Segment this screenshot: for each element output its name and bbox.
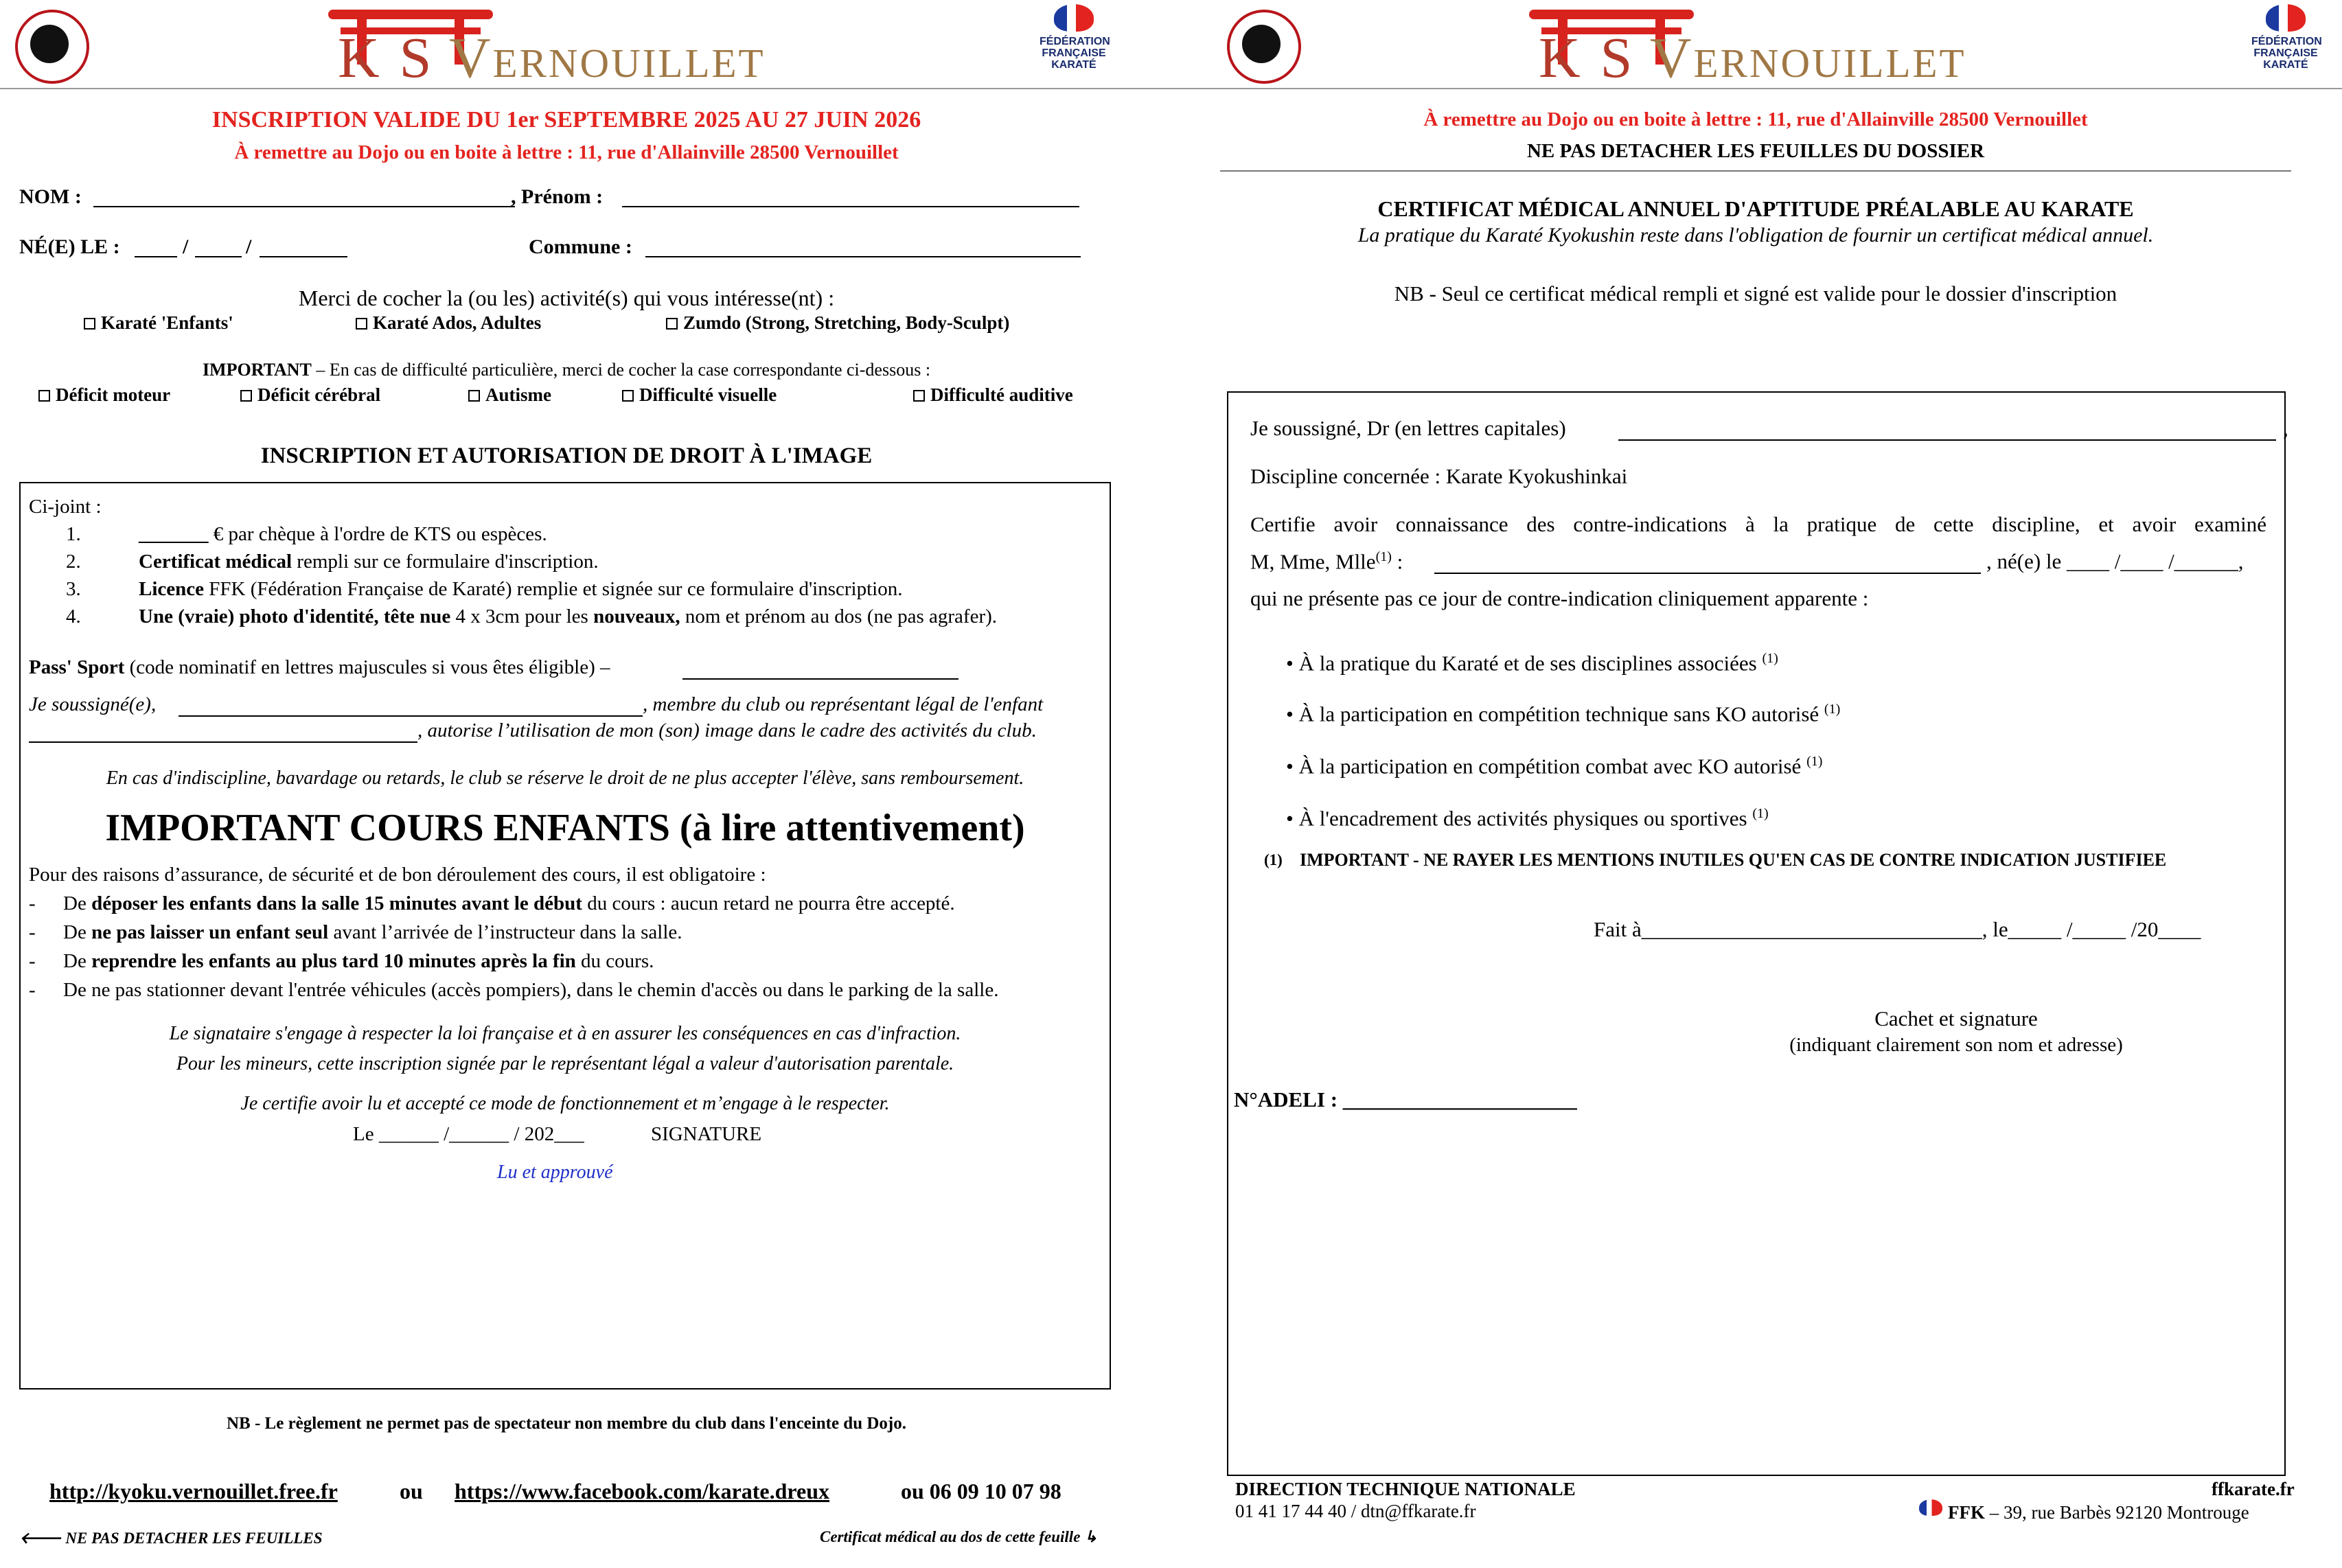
return-address: À remettre au Dojo ou en boite à lettre : 11, rue d'Allainville 28500 Vernouillet	[234, 141, 899, 163]
rule-item: - De déposer les enfants dans la salle 15 minutes avant le début du cours : aucun retard ne pourra être accepté.	[29, 892, 955, 914]
checkbox-icon	[356, 318, 367, 330]
activity-option[interactable]: Karaté 'Enfants'	[84, 312, 233, 334]
lu-approuve-text: Lu et approuvé	[497, 1162, 613, 1183]
activities-prompt: Merci de cocher la (ou les) activité(s) qui vous intéresse(nt) :	[298, 286, 835, 310]
bullet-icon: •	[1286, 754, 1294, 779]
prenom-field[interactable]	[622, 206, 1079, 207]
list-item: 3. Licence FFK (Fédération Française de Karaté) remplie et signée sur ce formulaire d'inscription.	[66, 578, 903, 600]
checkbox-icon	[622, 390, 634, 402]
difficulty-option[interactable]: Déficit moteur	[38, 384, 170, 406]
checkbox-icon	[666, 318, 678, 330]
birth-month-field[interactable]	[195, 256, 242, 257]
header-divider	[1171, 88, 2342, 89]
assurance-text: Pour des raisons d’assurance, de sécurité et de bon déroulement des cours, il est obligatoire :	[29, 864, 766, 886]
list-item: 4. Une (vraie) photo d'identité, tête nue 4 x 3cm pour les nouveaux, nom et prénom au dos (ne pas agrafer).	[66, 606, 998, 627]
soussigne-name-field[interactable]	[179, 715, 643, 717]
difficulty-option[interactable]: Autisme	[468, 384, 551, 406]
footnote-mark: (1)	[1264, 851, 1283, 868]
section-title: INSCRIPTION ET AUTORISATION DE DROIT À L'IMAGE	[260, 443, 873, 468]
facebook-link[interactable]: https://www.facebook.com/karate.dreux	[455, 1479, 830, 1503]
cert-nb: NB - Seul ce certificat médical rempli et signé est valide pour le dossier d'inscription	[1394, 281, 2117, 305]
difficulty-option[interactable]: Difficulté auditive	[913, 384, 1073, 406]
birth-day-field[interactable]	[135, 256, 177, 257]
brand-title: K S Vernouillet	[338, 26, 766, 90]
club-logo	[1227, 10, 1301, 84]
indiscipline-note: En cas d'indiscipline, bavardage ou retards, le club se réserve le droit de ne plus accepter l'élève, sans remboursement.	[106, 768, 1024, 789]
header-divider	[0, 88, 1171, 89]
doctor-label: Je soussigné, Dr (en lettres capitales)	[1250, 416, 1566, 440]
certifie-text: Certifie avoir connaissance des contre-indications à la pratique de cette discipline, et avoir examiné	[1250, 512, 2266, 536]
mineurs-line: Pour les mineurs, cette inscription signée par le représentant légal a valeur d'autorisation parentale.	[176, 1053, 954, 1074]
date-separator: /	[183, 235, 189, 258]
birth-label: NÉ(E) LE :	[19, 235, 120, 258]
activity-option[interactable]: Karaté Ados, Adultes	[356, 312, 541, 334]
phone-text: ou 06 09 10 07 98	[901, 1479, 1061, 1503]
prenom-label: , Prénom :	[511, 185, 604, 208]
pass-sport-field[interactable]	[682, 678, 958, 680]
autorise-text: , autorise l’utilisation de mon (son) image dans le cadre des activités du club.	[417, 719, 1037, 741]
cert-subtitle: La pratique du Karaté Kyokushin reste dans l'obligation de fournir un certificat médical annuel.	[1357, 224, 2154, 246]
patient-label: M, Mme, Mlle$^{(1)}$ :	[1250, 549, 1403, 574]
checkbox-icon	[38, 390, 50, 402]
ffk-line: FRANÇAISE	[1042, 47, 1106, 59]
doctor-name-field[interactable]	[1618, 439, 2276, 441]
presente-text: qui ne présente pas ce jour de contre-indication cliniquement apparente :	[1250, 586, 1869, 610]
indication-item[interactable]: • À la participation en compétition technique sans KO autorisé $^{(1)}$	[1286, 702, 1841, 726]
cachet-label: Cachet et signature	[1874, 1006, 2038, 1030]
birth-year-field[interactable]	[260, 256, 347, 257]
certificate-box	[1227, 391, 2286, 1476]
date-separator: /	[246, 235, 252, 258]
signature-label: SIGNATURE	[651, 1123, 762, 1145]
ffk-address: FFK – 39, rue Barbès 92120 Montrouge	[1948, 1502, 2249, 1523]
membre-text: , membre du club ou représentant légal de l'enfant	[643, 693, 1044, 715]
nom-field[interactable]	[93, 206, 515, 207]
list-item: 2. Certificat médical rempli sur ce formulaire d'inscription.	[66, 551, 599, 573]
difficulty-option[interactable]: Déficit cérébral	[240, 384, 380, 406]
list-item: 1. _______ € par chèque à l'ordre de KTS ou espèces.	[66, 523, 547, 545]
ou-text: ou	[400, 1479, 423, 1503]
ffk-small-logo-icon	[1919, 1499, 1942, 1516]
nb-spectateurs: NB - Le règlement ne permet pas de spectateur non membre du club dans l'enceinte du Dojo.	[227, 1414, 906, 1433]
brand-title: K S Vernouillet	[1539, 26, 1966, 90]
discipline-line: Discipline concernée : Karate Kyokushinkai	[1250, 464, 1628, 488]
bullet-icon: •	[1286, 651, 1294, 676]
indication-item[interactable]: • À l'encadrement des activités physiques ou sportives $^{(1)}$	[1286, 806, 1769, 831]
return-address: À remettre au Dojo ou en boite à lettre : 11, rue d'Allainville 28500 Vernouillet	[1423, 108, 2088, 130]
ffk-line: FÉDÉRATION	[2251, 36, 2322, 47]
ffk-line: FRANÇAISE	[2253, 47, 2318, 59]
club-logo	[15, 10, 89, 84]
bullet-icon: •	[1286, 702, 1294, 726]
activity-option[interactable]: Zumdo (Strong, Stretching, Body-Sculpt)	[666, 312, 1009, 334]
rule-item: - De ne pas stationner devant l'entrée véhicules (accès pompiers), dans le chemin d'accès ou dans le parking de la salle.	[29, 979, 999, 1001]
ffk-logo	[1040, 4, 1108, 71]
ffk-site: ffkarate.fr	[2212, 1479, 2295, 1499]
divider	[1220, 170, 2291, 172]
child-name-field[interactable]	[29, 741, 417, 743]
cachet-hint: (indiquant clairement son nom et adresse)	[1789, 1034, 2123, 1056]
loi-line: Le signataire s'engage à respecter la loi française et à en assurer les conséquences en cas d'infraction.	[169, 1023, 961, 1044]
checkbox-icon	[240, 390, 252, 402]
bullet-icon: •	[1286, 806, 1294, 831]
difficulty-prompt: IMPORTANT – En cas de difficulté particulière, merci de cocher la case correspondante ci-dessous :	[202, 360, 931, 380]
commune-label: Commune :	[529, 235, 632, 258]
commune-field[interactable]	[645, 256, 1081, 257]
checkbox-icon	[913, 390, 925, 402]
adeli-field[interactable]: N°ADELI : ______________________	[1234, 1087, 1577, 1111]
nom-label: NOM :	[19, 185, 82, 208]
je-soussigne-label: Je soussigné(e),	[29, 693, 157, 715]
ffk-emblem-icon	[1054, 4, 1094, 32]
ffk-logo	[2251, 4, 2320, 71]
indication-item[interactable]: • À la participation en compétition combat avec KO autorisé $^{(1)}$	[1286, 754, 1823, 779]
dtn-contact: 01 41 17 44 40 / dtn@ffkarate.fr	[1235, 1501, 1476, 1521]
patient-name-field[interactable]	[1434, 573, 1981, 574]
website-link[interactable]: http://kyoku.vernouillet.free.fr	[49, 1479, 338, 1503]
ffk-emblem-icon	[2266, 4, 2306, 32]
do-not-detach: NE PAS DETACHER LES FEUILLES DU DOSSIER	[1526, 140, 1985, 162]
ffk-line: FÉDÉRATION	[1040, 36, 1110, 47]
footer-note-left: 🡐 NE PAS DETACHER LES FEUILLES	[19, 1530, 323, 1547]
certifie-line: Je certifie avoir lu et accepté ce mode de fonctionnement et m’engage à le respecter.	[240, 1093, 890, 1114]
date-line[interactable]: Le ______ /______ / 202___	[353, 1123, 584, 1145]
dtn-title: DIRECTION TECHNIQUE NATIONALE	[1235, 1479, 1576, 1499]
fait-a-line[interactable]: Fait à________________________________, le_____ /_____ /20____	[1594, 917, 2201, 941]
important-note: IMPORTANT - NE RAYER LES MENTIONS INUTILES QU'EN CAS DE CONTRE INDICATION JUSTIFIEE	[1300, 850, 2167, 870]
registration-box	[19, 482, 1111, 1390]
validity-line: INSCRIPTION VALIDE DU 1er SEPTEMBRE 2025 AU 27 JUIN 2026	[211, 107, 921, 132]
rule-item: - De reprendre les enfants au plus tard 10 minutes après la fin du cours.	[29, 950, 654, 972]
comma: ,	[2283, 416, 2288, 440]
footer-note-right: Certificat médical au dos de cette feuille ↳	[820, 1528, 1098, 1545]
patient-birth-field[interactable]: , né(e) le ____ /____ /______,	[1986, 549, 2244, 573]
medical-certificate-page	[1171, 0, 2342, 1568]
pass-sport-line: Pass' Sport (code nominatif en lettres majuscules si vous êtes éligible) –	[29, 656, 610, 678]
important-title: IMPORTANT COURS ENFANTS (à lire attentivement)	[105, 807, 1025, 849]
indication-item[interactable]: • À la pratique du Karaté et de ses disciplines associées $^{(1)}$	[1286, 651, 1778, 676]
cert-title: CERTIFICAT MÉDICAL ANNUEL D'APTITUDE PRÉALABLE AU KARATE	[1377, 196, 2134, 221]
checkbox-icon	[84, 318, 95, 330]
checkbox-icon	[468, 390, 480, 402]
rule-item: - De ne pas laisser un enfant seul avant l’arrivée de l’instructeur dans la salle.	[29, 921, 682, 943]
ffk-line: KARATÉ	[2263, 59, 2308, 71]
ffk-line: KARATÉ	[1051, 59, 1097, 71]
difficulty-option[interactable]: Difficulté visuelle	[622, 384, 777, 406]
ci-joint-label: Ci-joint :	[29, 496, 102, 518]
